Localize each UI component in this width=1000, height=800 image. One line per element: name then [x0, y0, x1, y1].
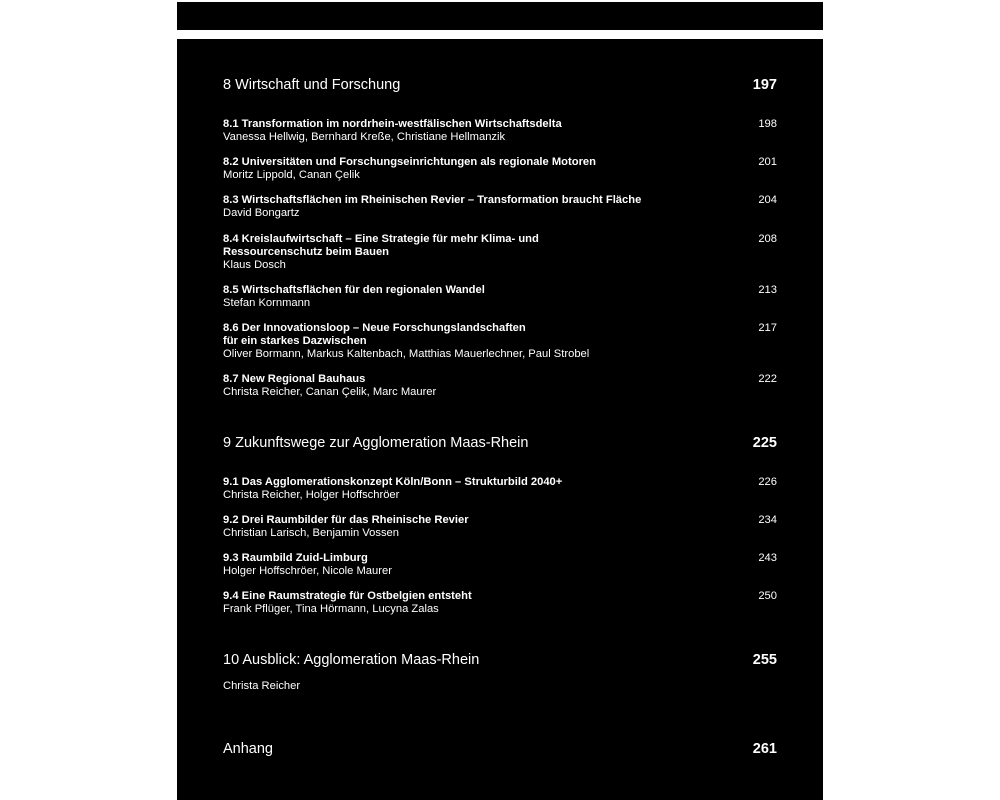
entry-authors: Christian Larisch, Benjamin Vossen: [223, 527, 399, 539]
entry-page-number: 204: [758, 194, 777, 206]
chapter-title: 9 Zukunftswege zur Agglomeration Maas-Rhein: [223, 435, 529, 451]
entry-authors: Klaus Dosch: [223, 259, 286, 271]
entry-title: 8.2 Universitäten und Forschungseinrichtungen als regionale Motoren: [223, 156, 596, 168]
entry-title: 9.1 Das Agglomerationskonzept Köln/Bonn – Strukturbild 2040+: [223, 476, 563, 488]
chapter-9-heading[interactable]: [223, 433, 777, 453]
entry-page-number: 222: [758, 373, 777, 385]
entry-title: 8.7 New Regional Bauhaus: [223, 373, 366, 385]
chapter-page-number: 255: [752, 652, 777, 668]
entry-title-line-2: Ressourcenschutz beim Bauen: [223, 246, 389, 258]
entry-authors: David Bongartz: [223, 207, 300, 219]
toc-entry-9-2[interactable]: [223, 514, 777, 540]
entry-title: 9.3 Raumbild Zuid-Limburg: [223, 552, 368, 564]
entry-page-number: 201: [758, 156, 777, 168]
top-black-bar: [177, 2, 823, 30]
toc-entry-9-4[interactable]: [223, 590, 777, 616]
entry-page-number: 226: [758, 476, 777, 488]
toc-entry-9-1[interactable]: [223, 476, 777, 502]
entry-title: 8.4 Kreislaufwirtschaft – Eine Strategie für mehr Klima- und: [223, 233, 539, 245]
entry-page-number: 213: [758, 284, 777, 296]
entry-authors: Stefan Kornmann: [223, 297, 311, 309]
entry-authors: Moritz Lippold, Canan Çelik: [223, 169, 360, 181]
entry-authors: Christa Reicher, Holger Hoffschröer: [223, 489, 400, 501]
chapter-10-heading[interactable]: [223, 650, 777, 670]
chapter-8-heading[interactable]: [223, 75, 777, 95]
chapter-page-number: 225: [752, 435, 777, 451]
toc-entry-8-3[interactable]: [223, 194, 777, 220]
toc-entry-8-5[interactable]: [223, 284, 777, 310]
toc-entry-8-2[interactable]: [223, 156, 777, 182]
entry-page-number: 250: [758, 590, 777, 602]
appendix-page-number: 261: [752, 741, 777, 757]
entry-page-number: 243: [758, 552, 777, 564]
entry-authors: Holger Hoffschröer, Nicole Maurer: [223, 565, 392, 577]
entry-title: 9.2 Drei Raumbilder für das Rheinische Revier: [223, 514, 469, 526]
chapter-10-author: Christa Reicher: [223, 680, 301, 692]
entry-page-number: 208: [758, 233, 777, 245]
entry-page-number: 234: [758, 514, 777, 526]
entry-authors: Frank Pflüger, Tina Hörmann, Lucyna Zalas: [223, 603, 439, 615]
entry-authors: Vanessa Hellwig, Bernhard Kreße, Christiane Hellmanzik: [223, 131, 506, 143]
entry-title: 8.5 Wirtschaftsflächen für den regionalen Wandel: [223, 284, 485, 296]
chapter-page-number: 197: [752, 77, 777, 93]
chapter-title: 8 Wirtschaft und Forschung: [223, 77, 401, 93]
toc-entry-8-6[interactable]: [223, 322, 777, 361]
entry-title: 9.4 Eine Raumstrategie für Ostbelgien entsteht: [223, 590, 472, 602]
chapter-title: 10 Ausblick: Agglomeration Maas-Rhein: [223, 652, 480, 668]
entry-authors: Oliver Bormann, Markus Kaltenbach, Matthias Mauerlechner, Paul Strobel: [223, 348, 590, 360]
toc-entry-9-3[interactable]: [223, 552, 777, 578]
toc-entry-8-4[interactable]: [223, 233, 777, 272]
toc-entry-8-7[interactable]: [223, 373, 777, 399]
entry-title: 8.6 Der Innovationsloop – Neue Forschungslandschaften: [223, 322, 526, 334]
entry-title: 8.1 Transformation im nordrhein-westfälischen Wirtschaftsdelta: [223, 118, 562, 130]
entry-title: 8.3 Wirtschaftsflächen im Rheinischen Revier – Transformation braucht Fläche: [223, 194, 642, 206]
entry-page-number: 198: [758, 118, 777, 130]
toc-page: [177, 39, 823, 800]
toc-entry-8-1[interactable]: [223, 118, 777, 144]
entry-title-line-2: für ein starkes Dazwischen: [223, 335, 367, 347]
appendix-title: Anhang: [223, 741, 273, 757]
appendix-heading[interactable]: [223, 739, 777, 759]
entry-authors: Christa Reicher, Canan Çelik, Marc Maurer: [223, 386, 437, 398]
entry-page-number: 217: [758, 322, 777, 334]
